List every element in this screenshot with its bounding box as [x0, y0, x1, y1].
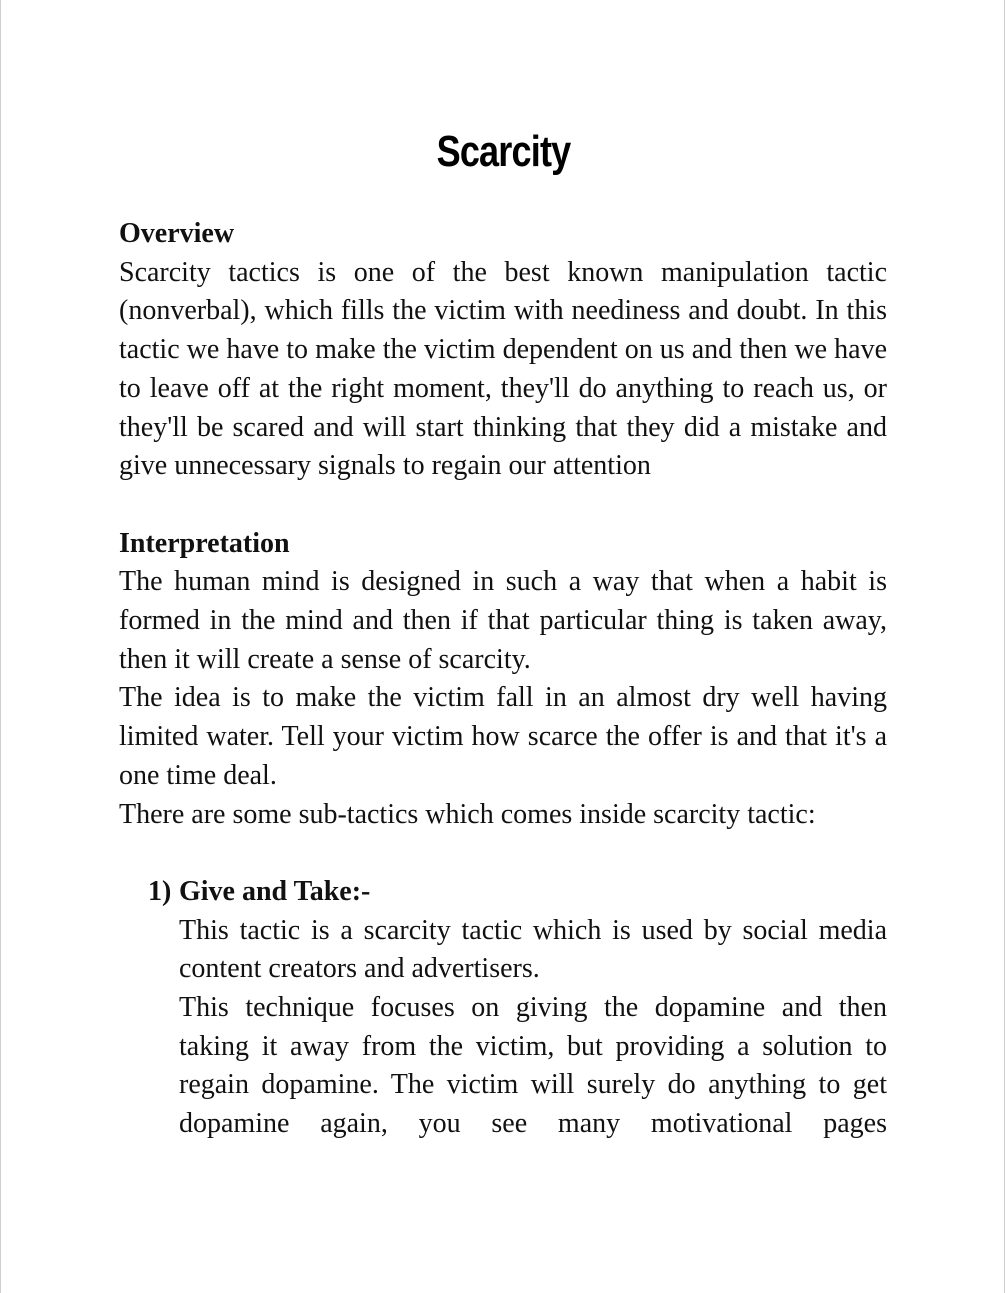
overview-section — [119, 215, 887, 486]
list-item-paragraph-1: This tactic is a scarcity tactic which is used by social media content creators and advertisers. — [179, 914, 887, 985]
list-item — [119, 873, 887, 1144]
interpretation-section — [119, 525, 887, 835]
list-item-paragraph-2: This technique focuses on giving the dopamine and then taking it away from the victim, but providing a solution to regain dopamine. The victim will surely do anything to get dopamine again, you see many motivational pages — [179, 992, 887, 1140]
sub-tactics-list — [119, 873, 887, 1144]
page-title: Scarcity — [436, 127, 571, 176]
document-body — [119, 215, 887, 1144]
interpretation-paragraph-3: There are some sub-tactics which comes inside scarcity tactic: — [119, 798, 816, 830]
overview-paragraph: Scarcity tactics is one of the best known manipulation tactic (nonverbal), which fills the victim with neediness and doubt. In this tactic we have to make the victim dependent on us and then we have to leave off at the right moment, they'll do anything to reach us, or they'll be scared and will start thinking that they did a mistake and give unnecessary signals to regain our attention — [119, 256, 887, 482]
interpretation-heading: Interpretation — [119, 527, 290, 559]
section-spacer — [119, 834, 887, 873]
list-item-title: Give and Take:- — [179, 875, 371, 907]
interpretation-paragraph-2: The idea is to make the victim fall in an almost dry well having limited water. Tell your victim how scarce the offer is and that it's a one time deal. — [119, 682, 887, 791]
interpretation-paragraph-1: The human mind is designed in such a way that when a habit is formed in the mind and then if that particular thing is taken away, then it will create a sense of scarcity. — [119, 566, 887, 675]
list-item-number: 1) — [148, 875, 172, 907]
section-spacer — [119, 486, 887, 525]
overview-heading: Overview — [119, 218, 235, 249]
